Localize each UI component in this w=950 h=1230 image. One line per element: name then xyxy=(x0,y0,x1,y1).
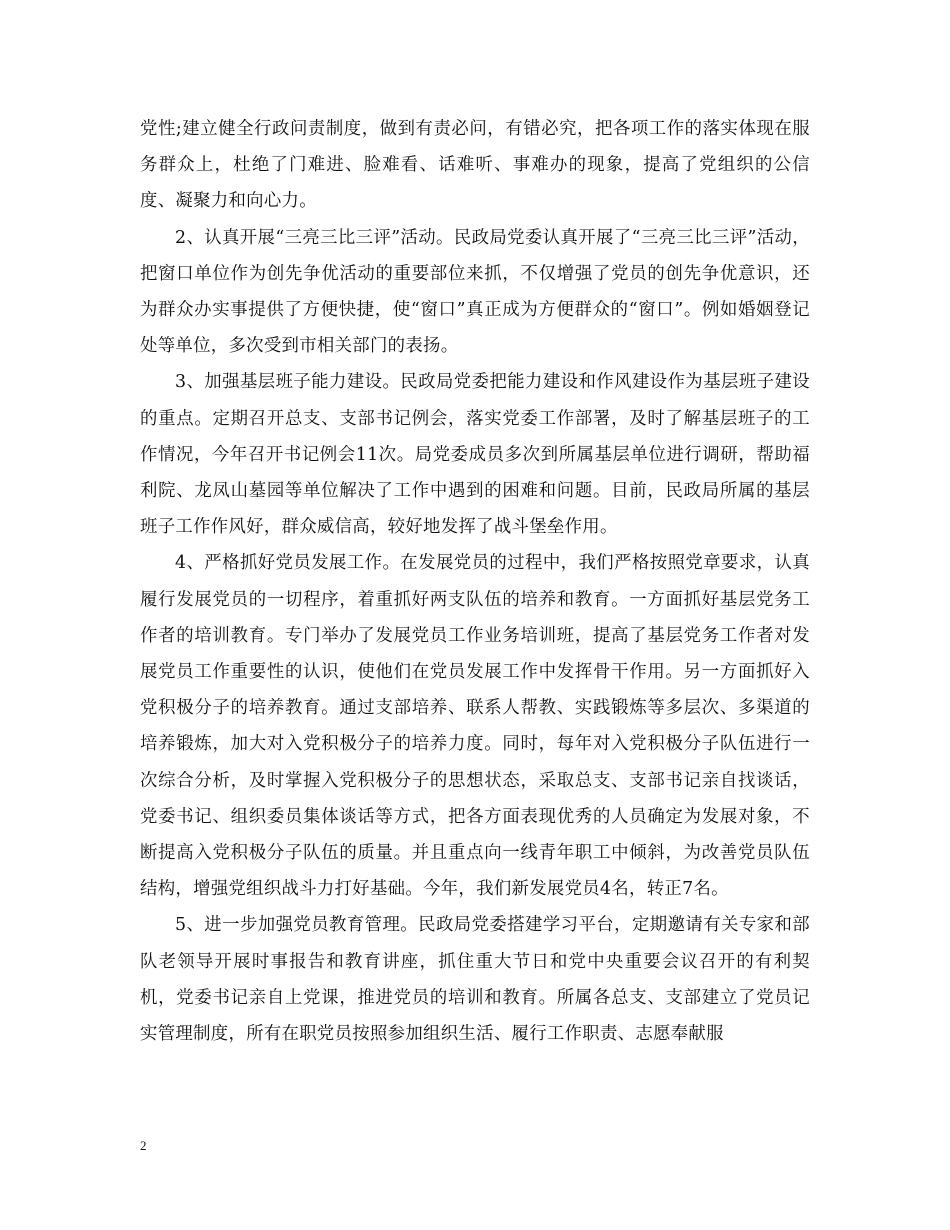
paragraph-continuation: 党性;建立健全行政问责制度，做到有责必问，有错必究，把各项工作的落实体现在服务群众上，杜绝了门难进、脸难看、话难听、事难办的现象，提高了党组织的公信度、凝聚力和向心力。 xyxy=(140,119,810,212)
paragraph-item-5: 5、进一步加强党员教育管理。民政局党委搭建学习平台，定期邀请有关专家和部队老领导开展时事报告和教育讲座，抓住重大节日和党中央重要会议召开的有利契机，党委书记亲自上党课，推进党员的培训和教育。所属各总支、支部建立了党员记实管理制度，所有在职党员按照参加组织生活、履行工作职责、志愿奉献服 xyxy=(140,915,810,1045)
page-number: 2 xyxy=(140,1138,147,1153)
paragraph-item-4: 4、严格抓好党员发展工作。在发展党员的过程中，我们严格按照党章要求，认真履行发展党员的一切程序，着重抓好两支队伍的培养和教育。一方面抓好基层党务工作者的培训教育。专门举办了发展党员工作业务培训班，提高了基层党务工作者对发展党员工作重要性的认识，使他们在党员发展工作中发挥骨干作用。另一方面抓好入党积极分子的培养教育。通过支部培养、联系人帮教、实践锻炼等多层次、多渠道的培养锻炼，加大对入党积极分子的培养力度。同时，每年对入党积极分子队伍进行一次综合分析，及时掌握入党积极分子的思想状态，采取总支、支部书记亲自找谈话，党委书记、组织委员集体谈话等方式，把各方面表现优秀的人员确定为发展对象，不断提高入党积极分子队伍的质量。并且重点向一线青年职工中倾斜，为改善党员队伍结构，增强党组织战斗力打好基础。今年，我们新发展党员4名，转正7名。 xyxy=(140,553,810,900)
paragraph-item-2: 2、认真开展“三亮三比三评”活动。民政局党委认真开展了“三亮三比三评”活动，把窗口单位作为创先争优活动的重要部位来抓，不仅增强了党员的创先争优意识，还为群众办实事提供了方便快捷，使“窗口”真正成为方便群众的“窗口”。例如婚姻登记处等单位，多次受到市相关部门的表扬。 xyxy=(140,227,810,357)
document-body xyxy=(140,111,810,1052)
paragraph-item-3: 3、加强基层班子能力建设。民政局党委把能力建设和作风建设作为基层班子建设的重点。定期召开总支、支部书记例会，落实党委工作部署，及时了解基层班子的工作情况，今年召开书记例会11次。局党委成员多次到所属基层单位进行调研，帮助福利院、龙凤山墓园等单位解决了工作中遇到的困难和问题。目前，民政局所属的基层班子工作作风好，群众威信高，较好地发挥了战斗堡垒作用。 xyxy=(140,372,810,538)
